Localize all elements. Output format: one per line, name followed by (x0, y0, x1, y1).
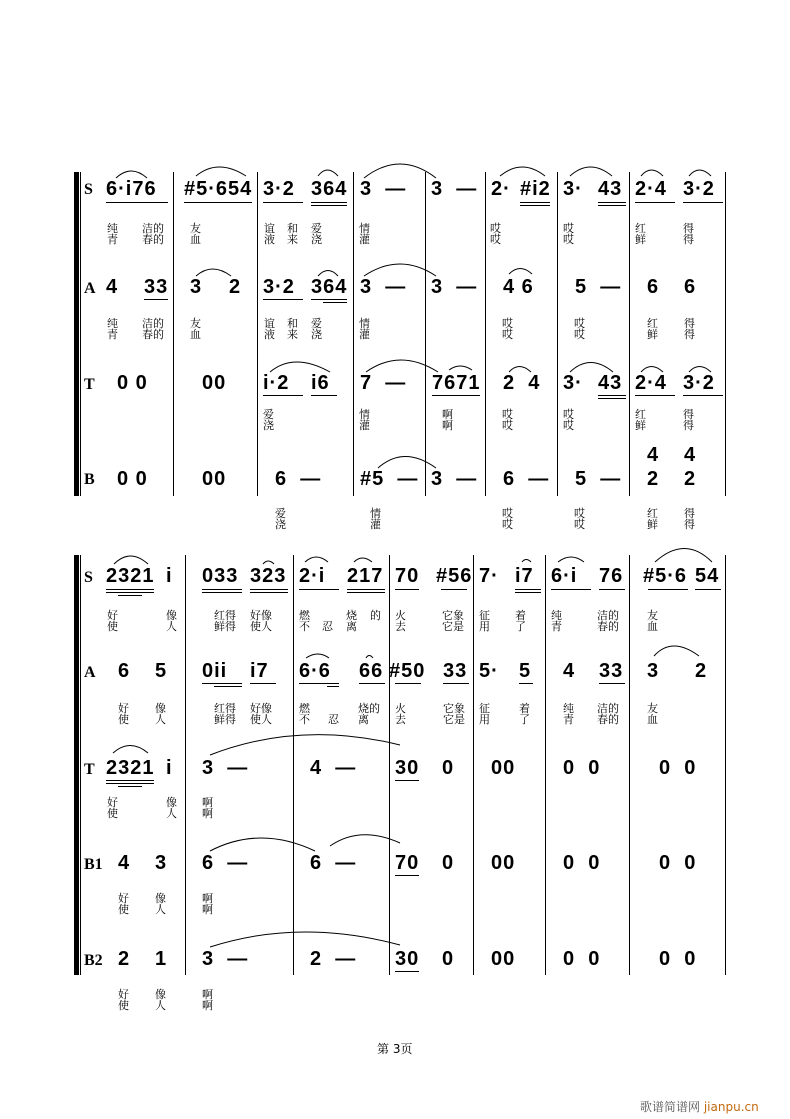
note-group: 2·4 (635, 178, 667, 200)
lyric: 去 (395, 620, 406, 633)
lyric: 人 (166, 620, 177, 633)
lyric: 啊 (202, 892, 213, 905)
lyric: 它是 (442, 620, 464, 633)
note-group: 6 — (503, 468, 550, 490)
lyric: 着 (515, 609, 526, 622)
lyric: 爱 (263, 408, 274, 421)
note-group: 0 (442, 757, 455, 779)
lyric: 使人 (250, 620, 272, 633)
lyric: 青 (107, 328, 118, 341)
note-group: 2 (695, 660, 708, 682)
note-group: 0 0 (563, 852, 601, 874)
lyric: 得 (683, 419, 694, 432)
lyric: 像 (155, 702, 166, 715)
lyric: 鲜 (635, 419, 646, 432)
lyric: 青 (563, 713, 574, 726)
note-group: 3 (155, 852, 168, 874)
lyric: 了 (519, 713, 530, 726)
note-group: 5· (479, 660, 499, 682)
note-group: 5 (519, 660, 532, 682)
lyric: 烧的 (358, 702, 380, 715)
note-group: 3 — (431, 468, 478, 490)
lyric: 着 (519, 702, 530, 715)
note-group: 2 — (310, 948, 357, 970)
lyric: 用 (479, 620, 490, 633)
note-group: 0 (442, 948, 455, 970)
note-group: 2 (647, 468, 660, 490)
lyric: 哎 (502, 507, 513, 520)
note-group: 3·2 (683, 372, 715, 394)
lyric: 不 (299, 713, 310, 726)
lyric: 得 (684, 507, 695, 520)
lyric: 和 (287, 222, 298, 235)
part-label-soprano: S (84, 181, 93, 198)
lyric: 得 (684, 317, 695, 330)
note-group: 2 (229, 276, 242, 298)
lyric: 啊 (202, 999, 213, 1012)
lyric: 来 (287, 328, 298, 341)
lyric: 啊 (202, 807, 213, 820)
lyric: 人 (155, 713, 166, 726)
lyric: 友 (190, 317, 201, 330)
part-label-bass1: B1 (84, 856, 103, 873)
lyric: 征 (479, 702, 490, 715)
note-group: 30 (395, 757, 420, 779)
lyric: 人 (155, 903, 166, 916)
lyric: 和 (287, 317, 298, 330)
note-group: 0 0 (563, 948, 601, 970)
lyric: 得 (684, 328, 695, 341)
note-group: #i2 (520, 178, 551, 200)
lyric: 好像 (250, 609, 272, 622)
lyric: 使 (107, 807, 118, 820)
note-group: 6·i76 (106, 178, 157, 200)
note-group: 6 — (310, 852, 357, 874)
note-group: 43 (598, 372, 623, 394)
note-group: 7 — (360, 372, 407, 394)
note-group: 3·2 (683, 178, 715, 200)
note-group: 0 0 (563, 757, 601, 779)
part-label-tenor: T (84, 376, 95, 393)
lyric: 像 (155, 892, 166, 905)
lyric: 红 (635, 222, 646, 235)
note-group: 0ii (202, 660, 228, 682)
lyric: 得 (683, 233, 694, 246)
note-group: 217 (347, 565, 384, 587)
note-group: 6 (118, 660, 131, 682)
lyric: 哎 (563, 408, 574, 421)
lyric: 哎 (502, 317, 513, 330)
note-group: 3 — (431, 178, 478, 200)
note-group: 1 (155, 948, 168, 970)
lyric: 纯 (551, 609, 562, 622)
lyric: 灌 (359, 419, 370, 432)
note-group: 364 (311, 178, 348, 200)
note-group: 4 — (310, 757, 357, 779)
note-group: 3 — (202, 948, 249, 970)
note-group: #5·6 (643, 565, 688, 587)
note-group: 3· (563, 372, 583, 394)
lyric: 啊 (202, 903, 213, 916)
note-group: 0 0 (659, 852, 697, 874)
part-label-soprano: S (84, 569, 93, 586)
note-group: 4 (106, 276, 119, 298)
lyric: 哎 (502, 518, 513, 531)
lyric: 得 (683, 222, 694, 235)
lyric: 人 (155, 999, 166, 1012)
note-group: 2 (118, 948, 131, 970)
note-group: 00 (491, 852, 516, 874)
lyric: 离 (358, 713, 369, 726)
note-group: 6·i (551, 565, 578, 587)
note-group: 0 0 (117, 468, 148, 490)
note-group: 4 (563, 660, 576, 682)
lyric: 哎 (574, 507, 585, 520)
lyric: 纯 (107, 222, 118, 235)
lyric: 像 (166, 609, 177, 622)
lyric: 洁的 (597, 609, 619, 622)
lyric: 使 (118, 999, 129, 1012)
note-group: 76 (599, 565, 624, 587)
lyric: 红得 (214, 702, 236, 715)
lyric: 的 (370, 609, 381, 622)
lyric: 情 (370, 507, 381, 520)
lyric: 啊 (442, 408, 453, 421)
lyric: 好像 (250, 702, 272, 715)
watermark (640, 1098, 759, 1115)
lyric: 血 (647, 620, 658, 633)
lyric: 鲜得 (214, 620, 236, 633)
lyric: 来 (287, 233, 298, 246)
lyric: 浇 (275, 518, 286, 531)
note-group: 2 (684, 468, 697, 490)
lyric: 火 (395, 609, 406, 622)
note-group: 6 (647, 276, 660, 298)
note-group: 70 (395, 852, 420, 874)
note-group: 00 (202, 372, 227, 394)
note-group: 6 (684, 276, 697, 298)
note-group: 0 0 (659, 757, 697, 779)
lyric: 洁的 (142, 222, 164, 235)
note-group: 323 (250, 565, 287, 587)
watermark-url: jianpu.cn (703, 1100, 759, 1114)
note-group: 33 (599, 660, 624, 682)
note-group: 364 (311, 276, 348, 298)
lyric: 浇 (263, 419, 274, 432)
note-group: i·2 (263, 372, 290, 394)
lyric: 燃 (299, 702, 310, 715)
lyric: 像 (166, 796, 177, 809)
lyric: 使 (118, 903, 129, 916)
note-group: 7671 (432, 372, 481, 394)
note-group: #5·654 (184, 178, 253, 200)
note-group: i7 (515, 565, 534, 587)
lyric: 烧 (346, 609, 357, 622)
lyric: 红得 (214, 609, 236, 622)
lyric: 啊 (202, 988, 213, 1001)
lyric: 使人 (250, 713, 272, 726)
lyric: 离 (346, 620, 357, 633)
note-group: #50 (389, 660, 426, 682)
lyric: 红 (635, 408, 646, 421)
lyric: 忍 (322, 620, 333, 633)
note-group: 00 (491, 948, 516, 970)
note-group: 5 — (575, 468, 622, 490)
note-group: 3 — (202, 757, 249, 779)
note-group: 66 (359, 660, 384, 682)
lyric: 不 (299, 620, 310, 633)
lyric: 哎 (502, 328, 513, 341)
note-group: 43 (598, 178, 623, 200)
lyric: 液 (264, 328, 275, 341)
lyric: 哎 (490, 222, 501, 235)
lyric: 春的 (597, 620, 619, 633)
lyric: 纯 (107, 317, 118, 330)
note-group: 4 (684, 444, 697, 466)
lyric: 使 (107, 620, 118, 633)
lyric: 哎 (563, 233, 574, 246)
lyric: 洁的 (597, 702, 619, 715)
lyric: 征 (479, 609, 490, 622)
lyric: 用 (479, 713, 490, 726)
note-group: 3 (190, 276, 203, 298)
lyric: 好 (107, 796, 118, 809)
lyric: 爱 (311, 222, 322, 235)
lyric: 啊 (442, 419, 453, 432)
lyric: 哎 (574, 518, 585, 531)
note-group: 3·2 (263, 178, 295, 200)
lyric: 好 (118, 702, 129, 715)
note-group: 2321 (106, 757, 155, 779)
note-group: 0 (442, 852, 455, 874)
lyric: 使 (118, 713, 129, 726)
lyric: 哎 (563, 222, 574, 235)
lyric: 血 (190, 328, 201, 341)
note-group: i6 (311, 372, 330, 394)
lyric: 红 (647, 317, 658, 330)
lyric: 灌 (370, 518, 381, 531)
note-group: #56 (436, 565, 473, 587)
note-group: 3 — (431, 276, 478, 298)
lyric: 谊 (264, 222, 275, 235)
lyric: 纯 (563, 702, 574, 715)
note-group: i7 (250, 660, 269, 682)
lyric: 它象 (443, 702, 465, 715)
part-label-bass2: B2 (84, 952, 103, 969)
part-label-bass: B (84, 471, 95, 488)
note-group: 70 (395, 565, 420, 587)
lyric: 哎 (563, 419, 574, 432)
lyric: 血 (647, 713, 658, 726)
part-label-alto: A (84, 280, 96, 297)
lyric: 青 (107, 233, 118, 246)
note-group: 4 6 (503, 276, 534, 298)
note-group: 0 0 (659, 948, 697, 970)
note-group: 2 4 (503, 372, 541, 394)
note-group: 3· (563, 178, 583, 200)
note-group: 3 (647, 660, 660, 682)
lyric: 火 (395, 702, 406, 715)
note-group: 4 (647, 444, 660, 466)
lyric: 春的 (142, 328, 164, 341)
note-group: 2321 (106, 565, 155, 587)
lyric: 它是 (443, 713, 465, 726)
lyric: 友 (647, 702, 658, 715)
page-number: 第 3页 (377, 1042, 413, 1056)
note-group: 33 (443, 660, 468, 682)
lyric: 情 (359, 408, 370, 421)
lyric: 浇 (311, 328, 322, 341)
lyric: 友 (190, 222, 201, 235)
lyric: 情 (359, 317, 370, 330)
lyric: 爱 (275, 507, 286, 520)
lyric: 春的 (142, 233, 164, 246)
lyric: 鲜 (635, 233, 646, 246)
part-label-tenor: T (84, 761, 95, 778)
lyric: 人 (166, 807, 177, 820)
note-group: 00 (491, 757, 516, 779)
lyric: 得 (683, 408, 694, 421)
lyric: 啊 (202, 796, 213, 809)
lyric: 哎 (502, 419, 513, 432)
note-group: 3 — (360, 276, 407, 298)
note-group: 6·6 (299, 660, 331, 682)
lyric: 忍 (328, 713, 339, 726)
note-group: i (166, 757, 173, 779)
lyric: 青 (551, 620, 562, 633)
lyric: 它象 (442, 609, 464, 622)
note-group: 2·4 (635, 372, 667, 394)
lyric: 谊 (264, 317, 275, 330)
note-group: 3 — (360, 178, 407, 200)
lyric: 爱 (311, 317, 322, 330)
lyric: 洁的 (142, 317, 164, 330)
lyric: 鲜 (647, 518, 658, 531)
note-group: 33 (144, 276, 169, 298)
lyric: 像 (155, 988, 166, 1001)
lyric: 液 (264, 233, 275, 246)
note-group: 2·i (299, 565, 326, 587)
lyric: 好 (118, 892, 129, 905)
lyric: 友 (647, 609, 658, 622)
lyric: 哎 (502, 408, 513, 421)
lyric: 血 (190, 233, 201, 246)
lyric: 灌 (359, 233, 370, 246)
lyric: 哎 (574, 317, 585, 330)
note-group: 6 — (202, 852, 249, 874)
lyric: 燃 (299, 609, 310, 622)
lyric: 得 (684, 518, 695, 531)
lyric: 哎 (490, 233, 501, 246)
note-group: 00 (202, 468, 227, 490)
note-group: 6 — (275, 468, 322, 490)
note-group: 3·2 (263, 276, 295, 298)
note-group: 5 — (575, 276, 622, 298)
note-group: 0 0 (117, 372, 148, 394)
lyric: 鲜得 (214, 713, 236, 726)
lyric: 好 (118, 988, 129, 1001)
lyric: 哎 (574, 328, 585, 341)
note-group: 4 (118, 852, 131, 874)
part-label-alto: A (84, 664, 96, 681)
note-group: 033 (202, 565, 239, 587)
lyric: 鲜 (647, 328, 658, 341)
lyric: 浇 (311, 233, 322, 246)
note-group: 54 (695, 565, 720, 587)
lyric: 情 (359, 222, 370, 235)
lyric: 灌 (359, 328, 370, 341)
lyric: 春的 (597, 713, 619, 726)
lyric: 去 (395, 713, 406, 726)
note-group: i (166, 565, 173, 587)
watermark-text: 歌谱简谱网 (640, 1100, 701, 1114)
note-group: 5 (155, 660, 168, 682)
lyric: 好 (107, 609, 118, 622)
note-group: 2· (491, 178, 511, 200)
note-group: 7· (479, 565, 499, 587)
note-group: 30 (395, 948, 420, 970)
lyric: 了 (515, 620, 526, 633)
lyric: 红 (647, 507, 658, 520)
note-group: #5 — (360, 468, 419, 490)
